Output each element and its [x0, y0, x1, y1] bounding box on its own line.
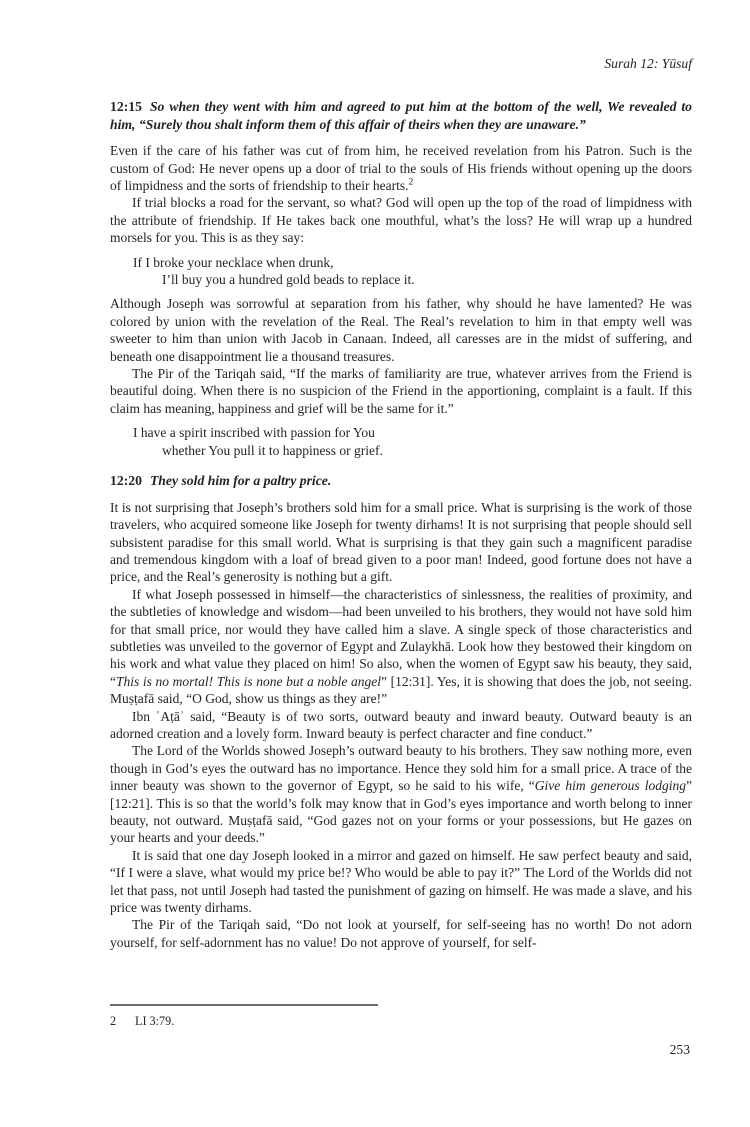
footnote-divider [110, 1004, 378, 1006]
paragraph-text: ” [12:31]. Yes, it is showing that does the job, not seeing. Muṣṭafā said, “O God, show us things as they are!” [110, 673, 692, 707]
paragraph-9 [110, 847, 692, 917]
paragraph-1 [110, 142, 692, 194]
poem-1 [133, 254, 692, 289]
footnote-reference: 2 [408, 177, 414, 188]
running-header-title: Surah 12: Yūsuf [604, 56, 692, 71]
paragraph-2 [110, 194, 692, 246]
paragraph-text: It is said that one day Joseph looked in a mirror and gazed on himself. He saw perfect beauty and said, “If I were a slave, what would my price be!? Who would be able to pay it?” The Lord of the Worlds did not let that pass, not until Joseph had tasted the punishment of gazing on himself. He was made a slave, and his price was twenty dirhams. [110, 847, 692, 916]
poem-line: I have a spirit inscribed with passion for You [133, 425, 375, 441]
verse-text: They sold him for a paltry price. [149, 473, 332, 489]
paragraph-text: If what Joseph possessed in himself—the characteristics of sinlessness, the realities of proximity, and the subtleties of knowledge and wisdom—had been unveiled to his brothers, they would not have sold him for that small price, nor would they have called him a slave. A single speck of those characteristics and subtleties was unveiled to the governor of Egypt and Zulaykhā. Look how they bestowed their kingdom on his work and what value they placed on him! So also, when the women of Egypt saw his beauty, they said, “ [110, 586, 692, 689]
paragraph-6 [110, 586, 692, 708]
page-number: 253 [669, 1042, 690, 1057]
paragraph-text: The Lord of the Worlds showed Joseph’s outward beauty to his brothers. They saw nothing more, even though in God’s eyes the outward has no importance. Hence they sold him for a small price. A trace of the inner beauty was shown to the governor of Egypt, so he said to his wife, “ [110, 743, 692, 794]
running-header [110, 56, 692, 72]
quran-quote: Give him generous lodging [534, 778, 686, 794]
verse-text: So when they went with him and agreed to put him at the bottom of the well, We revealed to him, “Surely thou shalt inform them of this affair of theirs when they are unaware.” [110, 99, 692, 132]
footnote-number: 2 [110, 1013, 117, 1028]
paragraph-4 [110, 365, 692, 417]
paragraph-text: The Pir of the Tariqah said, “Do not look at yourself, for self-seeing has no worth! Do not adorn yourself, for self-adornment has no value! Do not approve of yourself, for self- [110, 917, 692, 950]
paragraph-text: It is not surprising that Joseph’s brothers sold him for a small price. What is surprising is the work of those travelers, who acquired someone like Joseph for twenty dirhams! It is not surprising that people should sell subsistent paradise for this small world. What is surprising is that they gain such a magnificent paradise and tremendous kingdom with a loaf of bread given to a poor man! Indeed, good fortune does not have a price, and the Real’s generosity is nothing but a gift. [110, 499, 692, 585]
poem-line: I’ll buy you a hundred gold beads to replace it. [162, 272, 415, 288]
poem-2 [133, 424, 692, 459]
paragraph-text: If trial blocks a road for the servant, so what? God will open up the top of the road of limpidness with the attribute of friendship. If He takes back one mouthful, what’s the loss? He will wrap up a hundred morsels for you. This is as they say: [110, 195, 692, 246]
quran-quote: This is no mortal! This is none but a noble angel [116, 673, 382, 689]
text-block [110, 56, 692, 951]
verse-heading-12-15 [110, 98, 692, 133]
paragraph-text: Even if the care of his father was cut of from him, he received revelation from his Patron. Such is the custom of God: He never opens up a door of trial to the souls of His friends without opening up the doors of limpidness and the sorts of friendship to their hearts. [110, 143, 692, 193]
paragraph-3 [110, 295, 692, 365]
verse-ref: 12:15 [110, 99, 142, 114]
footnote-area [110, 1004, 692, 1029]
footnote-text: LI 3:79. [135, 1013, 175, 1028]
verse-ref: 12:20 [110, 473, 142, 489]
paragraph-text: Ibn ʿAṭāʾ said, “Beauty is of two sorts, outward beauty and inward beauty. Outward beauty is an adorned creation and a lovely form. Inward beauty is perfect character and fine conduct.” [110, 708, 692, 741]
paragraph-10 [110, 916, 692, 951]
paragraph-7 [110, 708, 692, 743]
footnote [110, 1014, 692, 1029]
poem-line: If I broke your necklace when drunk, [133, 254, 334, 270]
paragraph-text: ” [12:21]. This is so that the world’s folk may know that in God’s eyes importance and worth belong to inner beauty, not outward. Muṣṭafā said, “God gazes not on your forms or your possessions, but He gazes on your hearts and your deeds.” [110, 778, 692, 846]
poem-line: whether You pull it to happiness or grief. [162, 442, 383, 458]
paragraph-text: The Pir of the Tariqah said, “If the marks of familiarity are true, whatever arrives from the Friend is beautiful doing. When there is no suspicion of the Friend in the apportioning, complaint is a fault. If this claim has meaning, happiness and grief will be the same for it.” [110, 366, 692, 416]
verse-heading-12-20 [110, 472, 692, 490]
paragraph-text: Although Joseph was sorrowful at separation from his father, why should he have lamented? He was colored by union with the revelation of the Real. The Real’s revelation to him in that empty well was sweeter to him than union with Jacob in Canaan. Indeed, all caresses are in the midst of suffering, and beneath one disappointment lie a thousand treasures. [110, 296, 692, 364]
paragraph-5 [110, 499, 692, 586]
paragraph-8 [110, 742, 692, 846]
